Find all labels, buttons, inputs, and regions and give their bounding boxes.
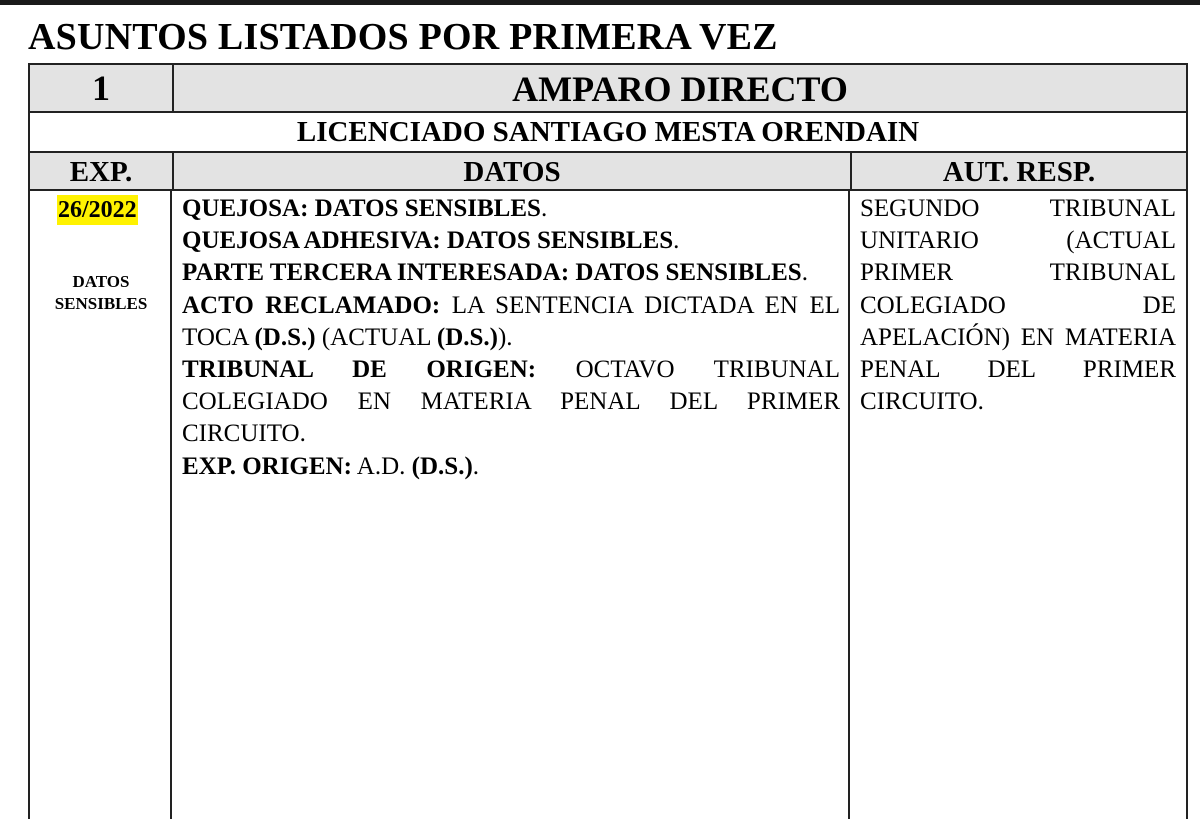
acto-reclamado-line	[182, 290, 840, 354]
acto-reclamado-label: ACTO RECLAMADO:	[182, 291, 441, 319]
exp-note	[30, 271, 172, 315]
tercera-interesada-label: PARTE TERCERA INTERESADA: DATOS SENSIBLES	[182, 259, 802, 287]
column-header-aut-resp: AUT. RESP.	[942, 156, 1096, 188]
column-header-row	[30, 153, 1186, 191]
judge-name: LICENCIADO SANTIAGO MESTA ORENDAIN	[30, 113, 1186, 153]
acto-reclamado-text3: ).	[497, 323, 513, 351]
top-rule	[0, 0, 1200, 5]
matter-header-row	[30, 65, 1186, 113]
quejosa-line	[182, 193, 840, 225]
quejosa-label: QUEJOSA: DATOS SENSIBLES	[182, 195, 541, 222]
acto-reclamado-text1: LA SENTENCIA DICTADA EN EL TOCA	[182, 291, 840, 351]
datos-text	[182, 193, 840, 483]
acto-reclamado-ds2: (D.S.)	[436, 323, 498, 351]
tercera-interesada-end: .	[801, 259, 808, 287]
quejosa-adhesiva-label: QUEJOSA ADHESIVA: DATOS SENSIBLES	[182, 227, 674, 255]
page-title: ASUNTOS LISTADOS POR PRIMERA VEZ	[28, 16, 778, 58]
column-header-exp: EXP.	[30, 153, 174, 189]
exp-origen-ds: (D.S.)	[411, 452, 473, 480]
quejosa-adhesiva-line	[182, 225, 840, 257]
exp-number: 26/2022	[58, 197, 137, 223]
exp-note-line2: SENSIBLES	[54, 294, 148, 313]
acto-reclamado-text2: (ACTUAL	[315, 323, 437, 351]
aut-resp-cell	[852, 191, 1186, 819]
tribunal-origen-line	[182, 354, 840, 451]
exp-origen-end: .	[472, 452, 480, 480]
table-row	[30, 191, 1186, 819]
exp-origen-line	[182, 451, 840, 483]
aut-resp-text: SEGUNDO TRIBUNAL UNITARIO (ACTUAL PRIMER TRIBUNAL COLEGIADO DE APELACIÓN) EN MATERIA PENAL DEL PRIMER CIRCUITO.	[860, 195, 1176, 416]
tribunal-origen-label: TRIBUNAL DE ORIGEN:	[182, 356, 537, 384]
exp-origen-text: A.D.	[351, 452, 412, 480]
matter-type: AMPARO DIRECTO	[512, 69, 848, 109]
exp-note-line1: DATOS	[72, 272, 130, 291]
tribunal-origen-text: OCTAVO TRIBUNAL COLEGIADO EN MATERIA PENAL DEL PRIMER CIRCUITO.	[182, 356, 840, 448]
column-header-datos: DATOS	[174, 153, 852, 189]
exp-origen-label: EXP. ORIGEN:	[182, 452, 352, 480]
exp-cell	[30, 191, 172, 819]
quejosa-adhesiva-end: .	[673, 227, 680, 255]
tercera-interesada-line	[182, 257, 840, 289]
acto-reclamado-ds1: (D.S.)	[254, 323, 316, 351]
quejosa-end: .	[540, 195, 548, 222]
matter-number: 1	[30, 65, 174, 111]
datos-cell	[174, 191, 850, 819]
listing-table	[28, 63, 1188, 819]
